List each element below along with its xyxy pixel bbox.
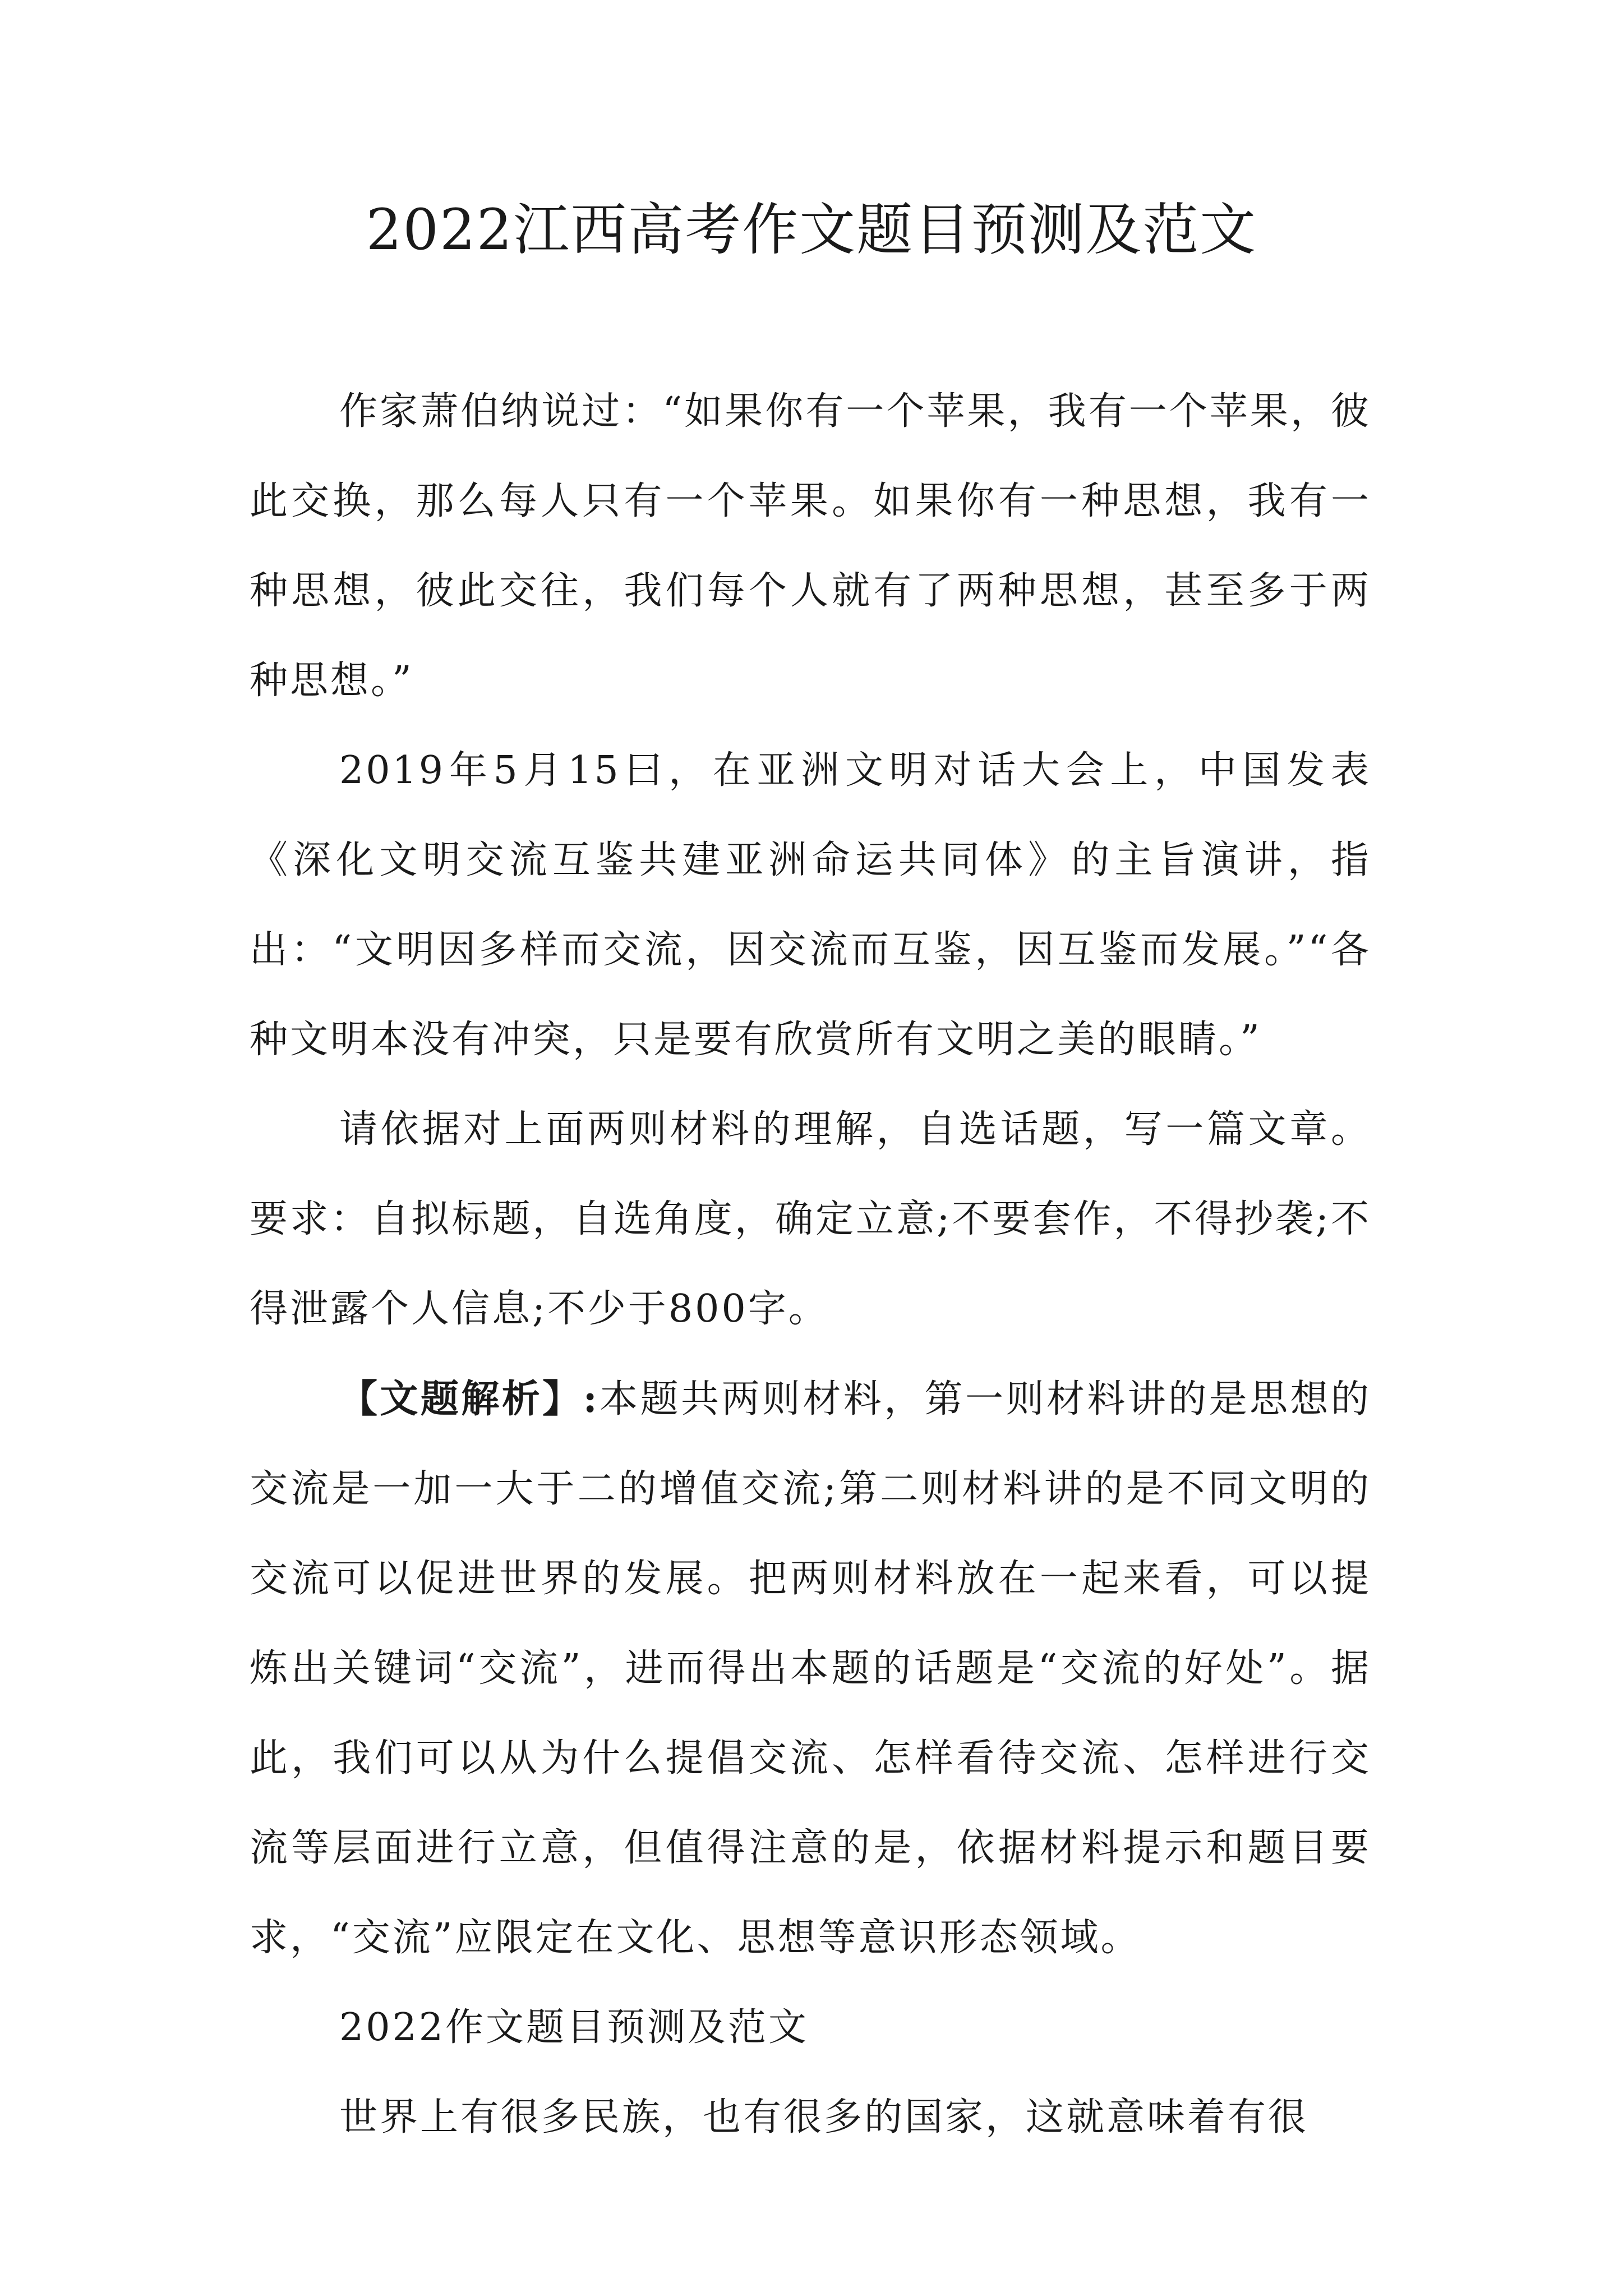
- analysis-text: 本题共两则材料，第一则材料讲的是思想的交流是一加一大于二的增值交流;第二则材料讲的是不同文明的交流可以促进世界的发展。把两则材料放在一起来看，可以提炼出关键词“交流”，进而得出本题的话题是“交流的好处”。据此，我们可以从为什么提倡交流、怎样看待交流、怎样进行交流等层面进行立意，但值得注意的是，依据材料提示和题目要求，“交流”应限定在文化、思想等意识形态领域。: [250, 1377, 1371, 1960]
- essay-heading: 2022作文题目预测及范文: [339, 2005, 809, 2050]
- paragraph-shaw-quote: 作家萧伯纳说过：“如果你有一个苹果，我有一个苹果，彼此交换，那么每人只有一个苹果。如果你有一种思想，我有一种思想，彼此交往，我们每个人就有了两种思想，甚至多于两种思想。”: [250, 389, 1371, 703]
- paragraph-writing-requirements: 请依据对上面两则材料的理解，自选话题，写一篇文章。要求：自拟标题，自选角度，确定立意;不要套作，不得抄袭;不得泄露个人信息;不少于800字。: [250, 1107, 1371, 1331]
- essay-first-line: 世界上有很多民族，也有很多的国家，这就意味着有很: [339, 2095, 1309, 2139]
- paragraph-topic-analysis: [250, 1354, 1371, 1983]
- document-body: [250, 367, 1371, 2162]
- document-title: 2022江西高考作文题目预测及范文: [366, 197, 1257, 263]
- analysis-label: 【文题解析】:: [339, 1377, 600, 1421]
- paragraph-asia-dialogue: 2019年5月15曰，在亚洲文明对话大会上，中国发表《深化文明交流互鉴共建亚洲命运共同体》的主旨演讲，指出：“文明因多样而交流，因交流而互鉴，因互鉴而发展。”“各种文明本没有冲突，只是要有欣赏所有文明之美的眼睛。”: [250, 748, 1371, 1062]
